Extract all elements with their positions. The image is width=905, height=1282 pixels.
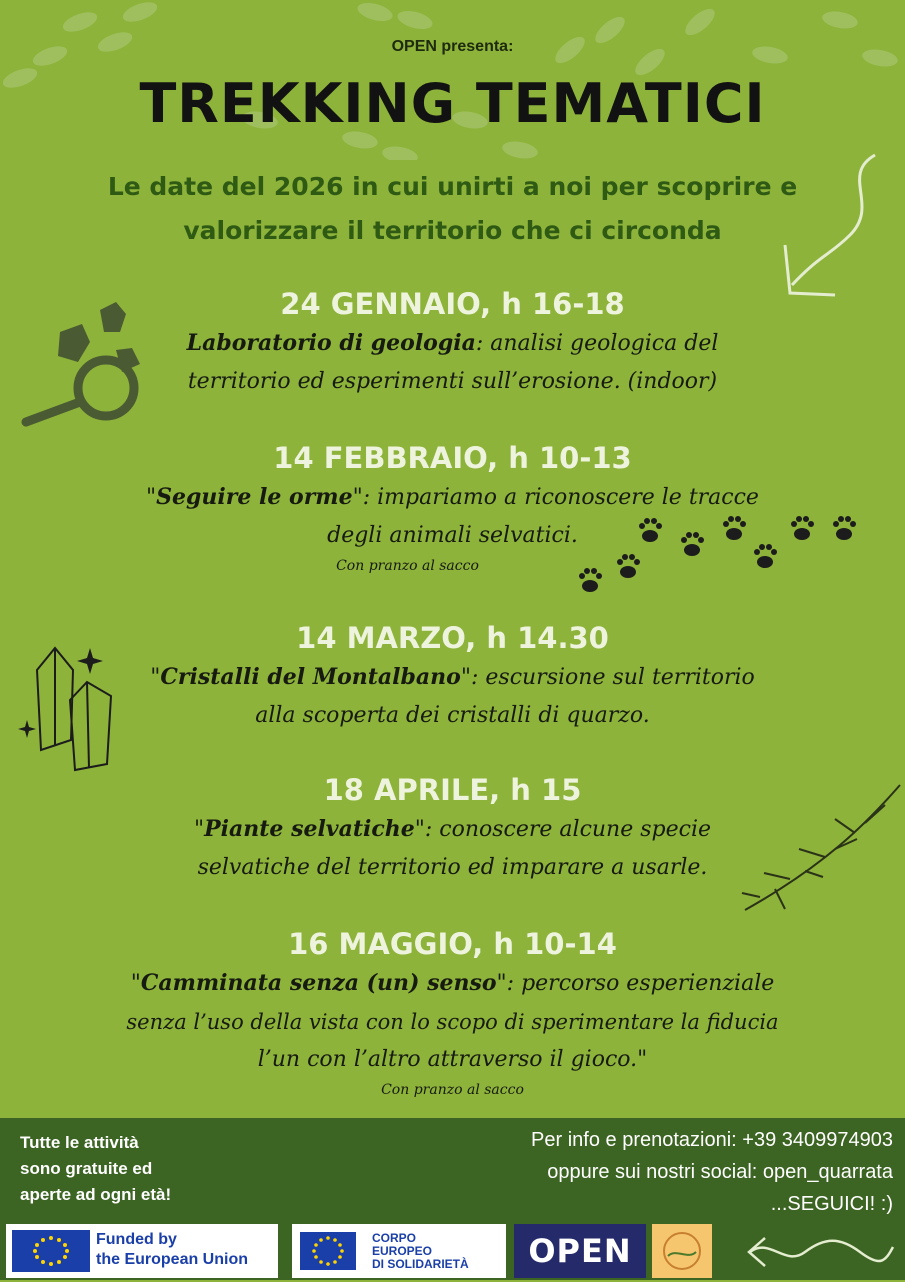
contact-social: oppure sui nostri social: open_quarrata [547,1161,893,1183]
event-desc-text: alla scoperta dei cristalli di quarzo. [255,703,650,728]
event-item [0,284,905,401]
event-date: 14 FEBBRAIO, h 10-13 [273,441,632,475]
event-name: Cristalli del Montalbano [160,664,461,690]
eu-flag-icon [300,1232,356,1270]
eu-flag-icon [12,1230,90,1272]
event-note: Con pranzo al sacco [381,1082,524,1098]
arrow-icon [780,145,890,305]
event-item [0,924,905,1101]
event-item [0,438,905,577]
eu-text-line: Funded by [96,1231,177,1248]
event-desc-text: : analisi geologica del [475,331,719,356]
event-description [0,810,905,887]
event-description [0,478,905,555]
event-desc-text: ": escursione sul territorio [460,665,755,690]
logo-bar [0,1222,905,1280]
partner-logo [652,1224,712,1278]
event-desc-text: senza l’uso della vista con lo scopo di sperimentare la fiducia [126,1010,779,1034]
event-desc-text: l’un con l’altro attraverso il gioco." [257,1047,648,1072]
footer [0,1118,905,1222]
event-date: 14 MARZO, h 14.30 [296,621,609,655]
quote-mark: " [193,817,205,842]
event-note: Con pranzo al sacco [336,558,479,574]
free-notice-line: Tutte le attività [20,1133,139,1152]
event-description [0,324,905,401]
subtitle-line: Le date del 2026 in cui unirti a noi per scoprire e [107,172,798,201]
quote-mark: " [150,665,161,690]
eu-funded-text [96,1230,248,1270]
event-date: 24 GENNAIO, h 16-18 [280,287,625,321]
event-description [0,964,905,1079]
event-desc-text: territorio ed esperimenti sull’erosione. (indoor) [187,369,718,394]
event-name: Seguire le orme [156,484,353,510]
eu-text-line: the European Union [96,1251,248,1268]
event-description [0,658,905,735]
esc-text-line: DI SOLIDARIETÀ [372,1257,469,1271]
esc-logo [292,1224,506,1278]
event-item [0,770,905,887]
subtitle [40,165,865,253]
event-desc-text: ": percorso esperienziale [496,971,775,996]
open-logo [514,1224,646,1278]
presenter-label: OPEN presenta: [391,38,514,55]
wave-arrow-icon [745,1232,895,1272]
contact-info [373,1124,893,1220]
eu-funded-logo [6,1224,278,1278]
follow-us: ...SEGUICI! :) [770,1193,893,1215]
event-desc-text: degli animali selvatici. [327,523,578,548]
event-item [0,618,905,735]
event-date: 18 APRILE, h 15 [323,773,582,807]
contact-phone: Per info e prenotazioni: +39 3409974903 [531,1129,893,1151]
event-name: Piante selvatiche [204,816,415,842]
event-name: Camminata senza (un) senso [140,970,497,996]
event-date: 16 MAGGIO, h 10-14 [288,927,617,961]
subtitle-line: valorizzare il territorio che ci circonda [183,216,722,245]
quote-mark: " [130,971,141,996]
free-notice-line: sono gratuite ed [20,1159,153,1178]
event-desc-text: ": impariamo a riconoscere le tracce [352,485,759,510]
event-name: Laboratorio di geologia [186,330,476,356]
esc-text-line: CORPO [372,1231,417,1245]
free-notice-line: aperte ad ogni età! [20,1185,172,1204]
open-logo-text: OPEN [528,1232,632,1270]
event-desc-text: selvatiche del territorio ed imparare a usarle. [197,855,708,880]
free-notice [20,1130,260,1208]
page-title: TREKKING TEMATICI [139,72,766,135]
esc-text-line: EUROPEO [372,1244,433,1258]
quote-mark: " [146,485,157,510]
event-desc-text: ": conoscere alcune specie [414,817,712,842]
esc-text [372,1232,469,1271]
